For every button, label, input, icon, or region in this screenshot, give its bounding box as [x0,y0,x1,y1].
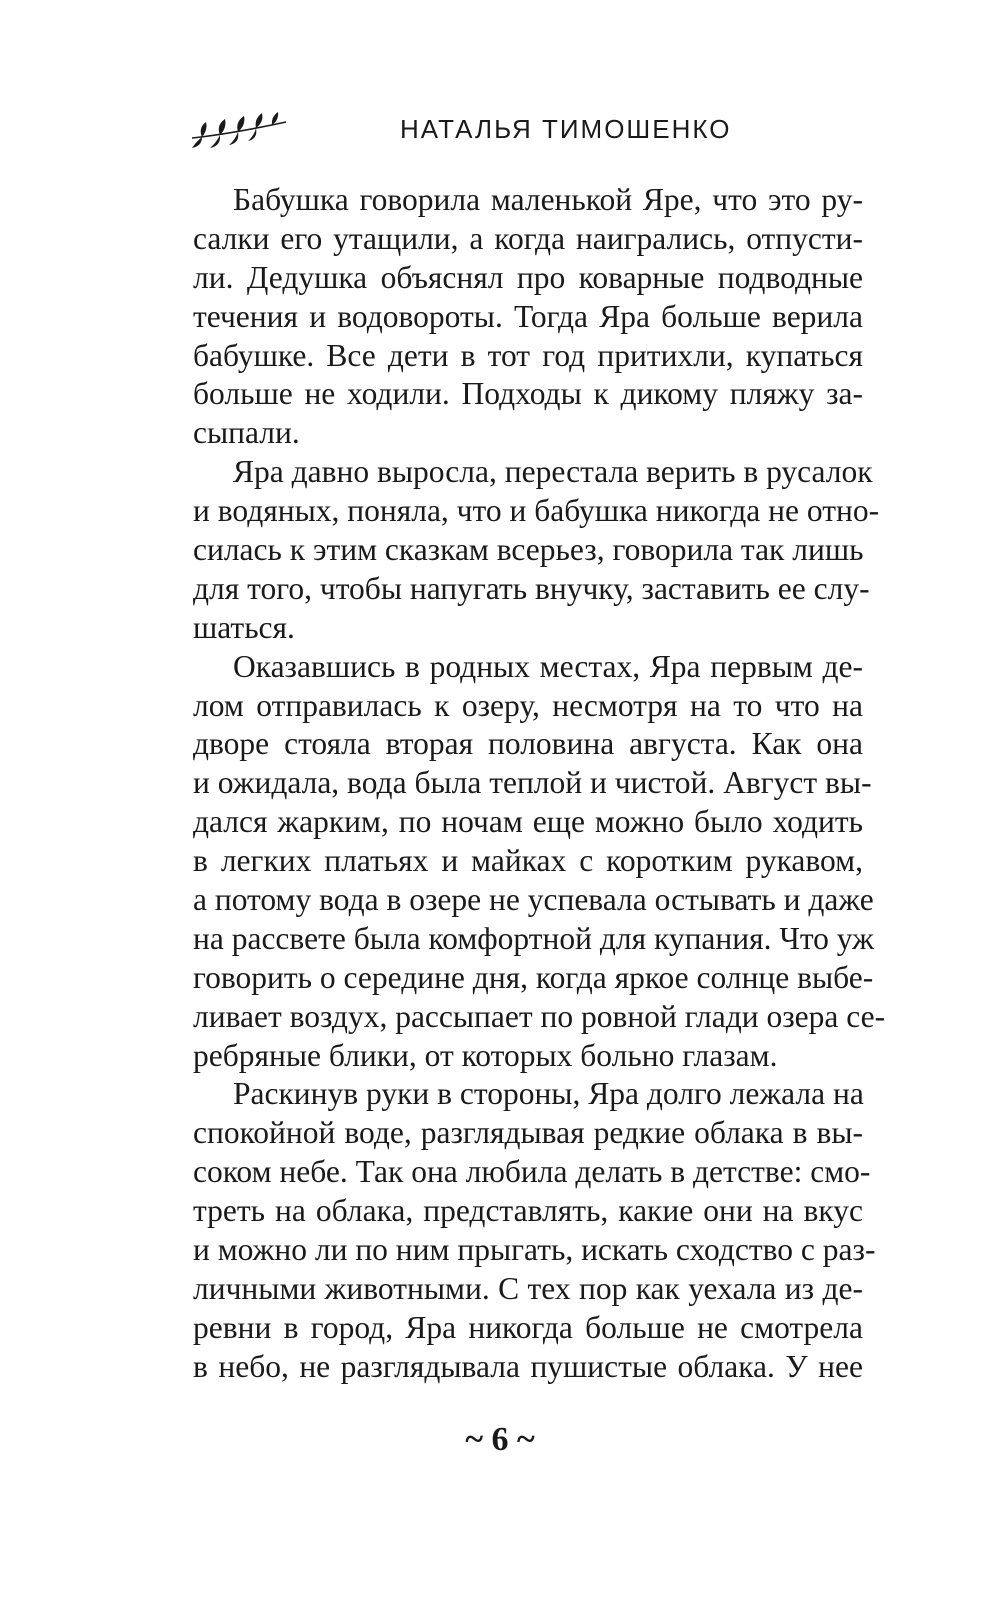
page-header [0,108,1000,154]
text-line: лом отправилась к озеру, несмотря на то что на [193,687,863,723]
paragraph [193,1075,876,1386]
running-head-author: НАТАЛЬЯ ТИМОШЕНКО [400,114,732,144]
text-line: в легких платьях и майках с коротким рукавом, [193,843,863,879]
text-line: ребряные блики, от которых больно глазам. [193,1037,778,1073]
text-line: дворе стояла вторая половина августа. Как она [193,726,863,762]
text-line: треть на облака, представлять, какие они на вкус [193,1193,863,1229]
text-line: силась к этим сказкам всерьез, говорила так лишь [193,532,864,568]
body-text [193,181,886,1387]
text-line: на рассвете была комфортной для купания. Что уж [193,920,874,956]
text-line: ли. Дедушка объяснял про коварные подводные [193,259,863,295]
text-line: и можно ли по ним прыгать, искать сходство с раз- [193,1232,876,1268]
text-line: Бабушка говорила маленькой Яре, что это ру- [233,182,863,217]
text-line: и водяных, поняла, что и бабушка никогда не отно- [193,493,880,529]
text-line: больше не ходили. Подходы к дикому пляжу за- [193,376,863,412]
text-line: Яра давно выросла, перестала верить в русалок [233,454,873,490]
text-line: спокойной воде, разглядывая редкие облака в вы- [193,1115,863,1151]
text-line: шаться. [193,609,295,645]
paragraph [193,648,886,1076]
leaf-branch-icon [190,108,290,154]
text-line: в небо, не разглядывала пушистые облака. У нее [193,1348,863,1384]
text-line: для того, чтобы напугать внучку, заставить ее слу- [193,570,870,606]
text-line: бабушке. Все дети в тот год притихли, купаться [193,337,863,373]
text-line: сыпали. [193,415,300,451]
text-line: течения и водовороты. Тогда Яра больше верила [193,298,863,334]
text-line: салки его утащили, а когда наигрались, отпусти- [193,220,863,256]
text-line: ливает воздух, рассыпает по ровной глади озера се- [193,998,886,1034]
text-line: личными животными. С тех пор как уехала из де- [193,1270,863,1306]
text-line: а потому вода в озере не успевала остывать и даже [193,882,874,918]
text-line: Раскинув руки в стороны, Яра долго лежала на [233,1076,864,1112]
paragraph [193,453,880,647]
paragraph [193,181,863,453]
text-line: дался жарким, по ночам еще можно было ходить [193,804,863,840]
text-line: и ожидала, вода была теплой и чистой. Август вы- [193,765,872,801]
text-line: ревни в город, Яра никогда больше не смотрела [193,1309,863,1345]
page-number: ~ 6 ~ [465,1421,535,1458]
text-line: Оказавшись в родных местах, Яра первым де- [233,648,863,684]
text-line: говорить о середине дня, когда яркое солнце выбе- [193,959,874,995]
text-line: соком небе. Так она любила делать в детстве: смо- [193,1154,871,1190]
